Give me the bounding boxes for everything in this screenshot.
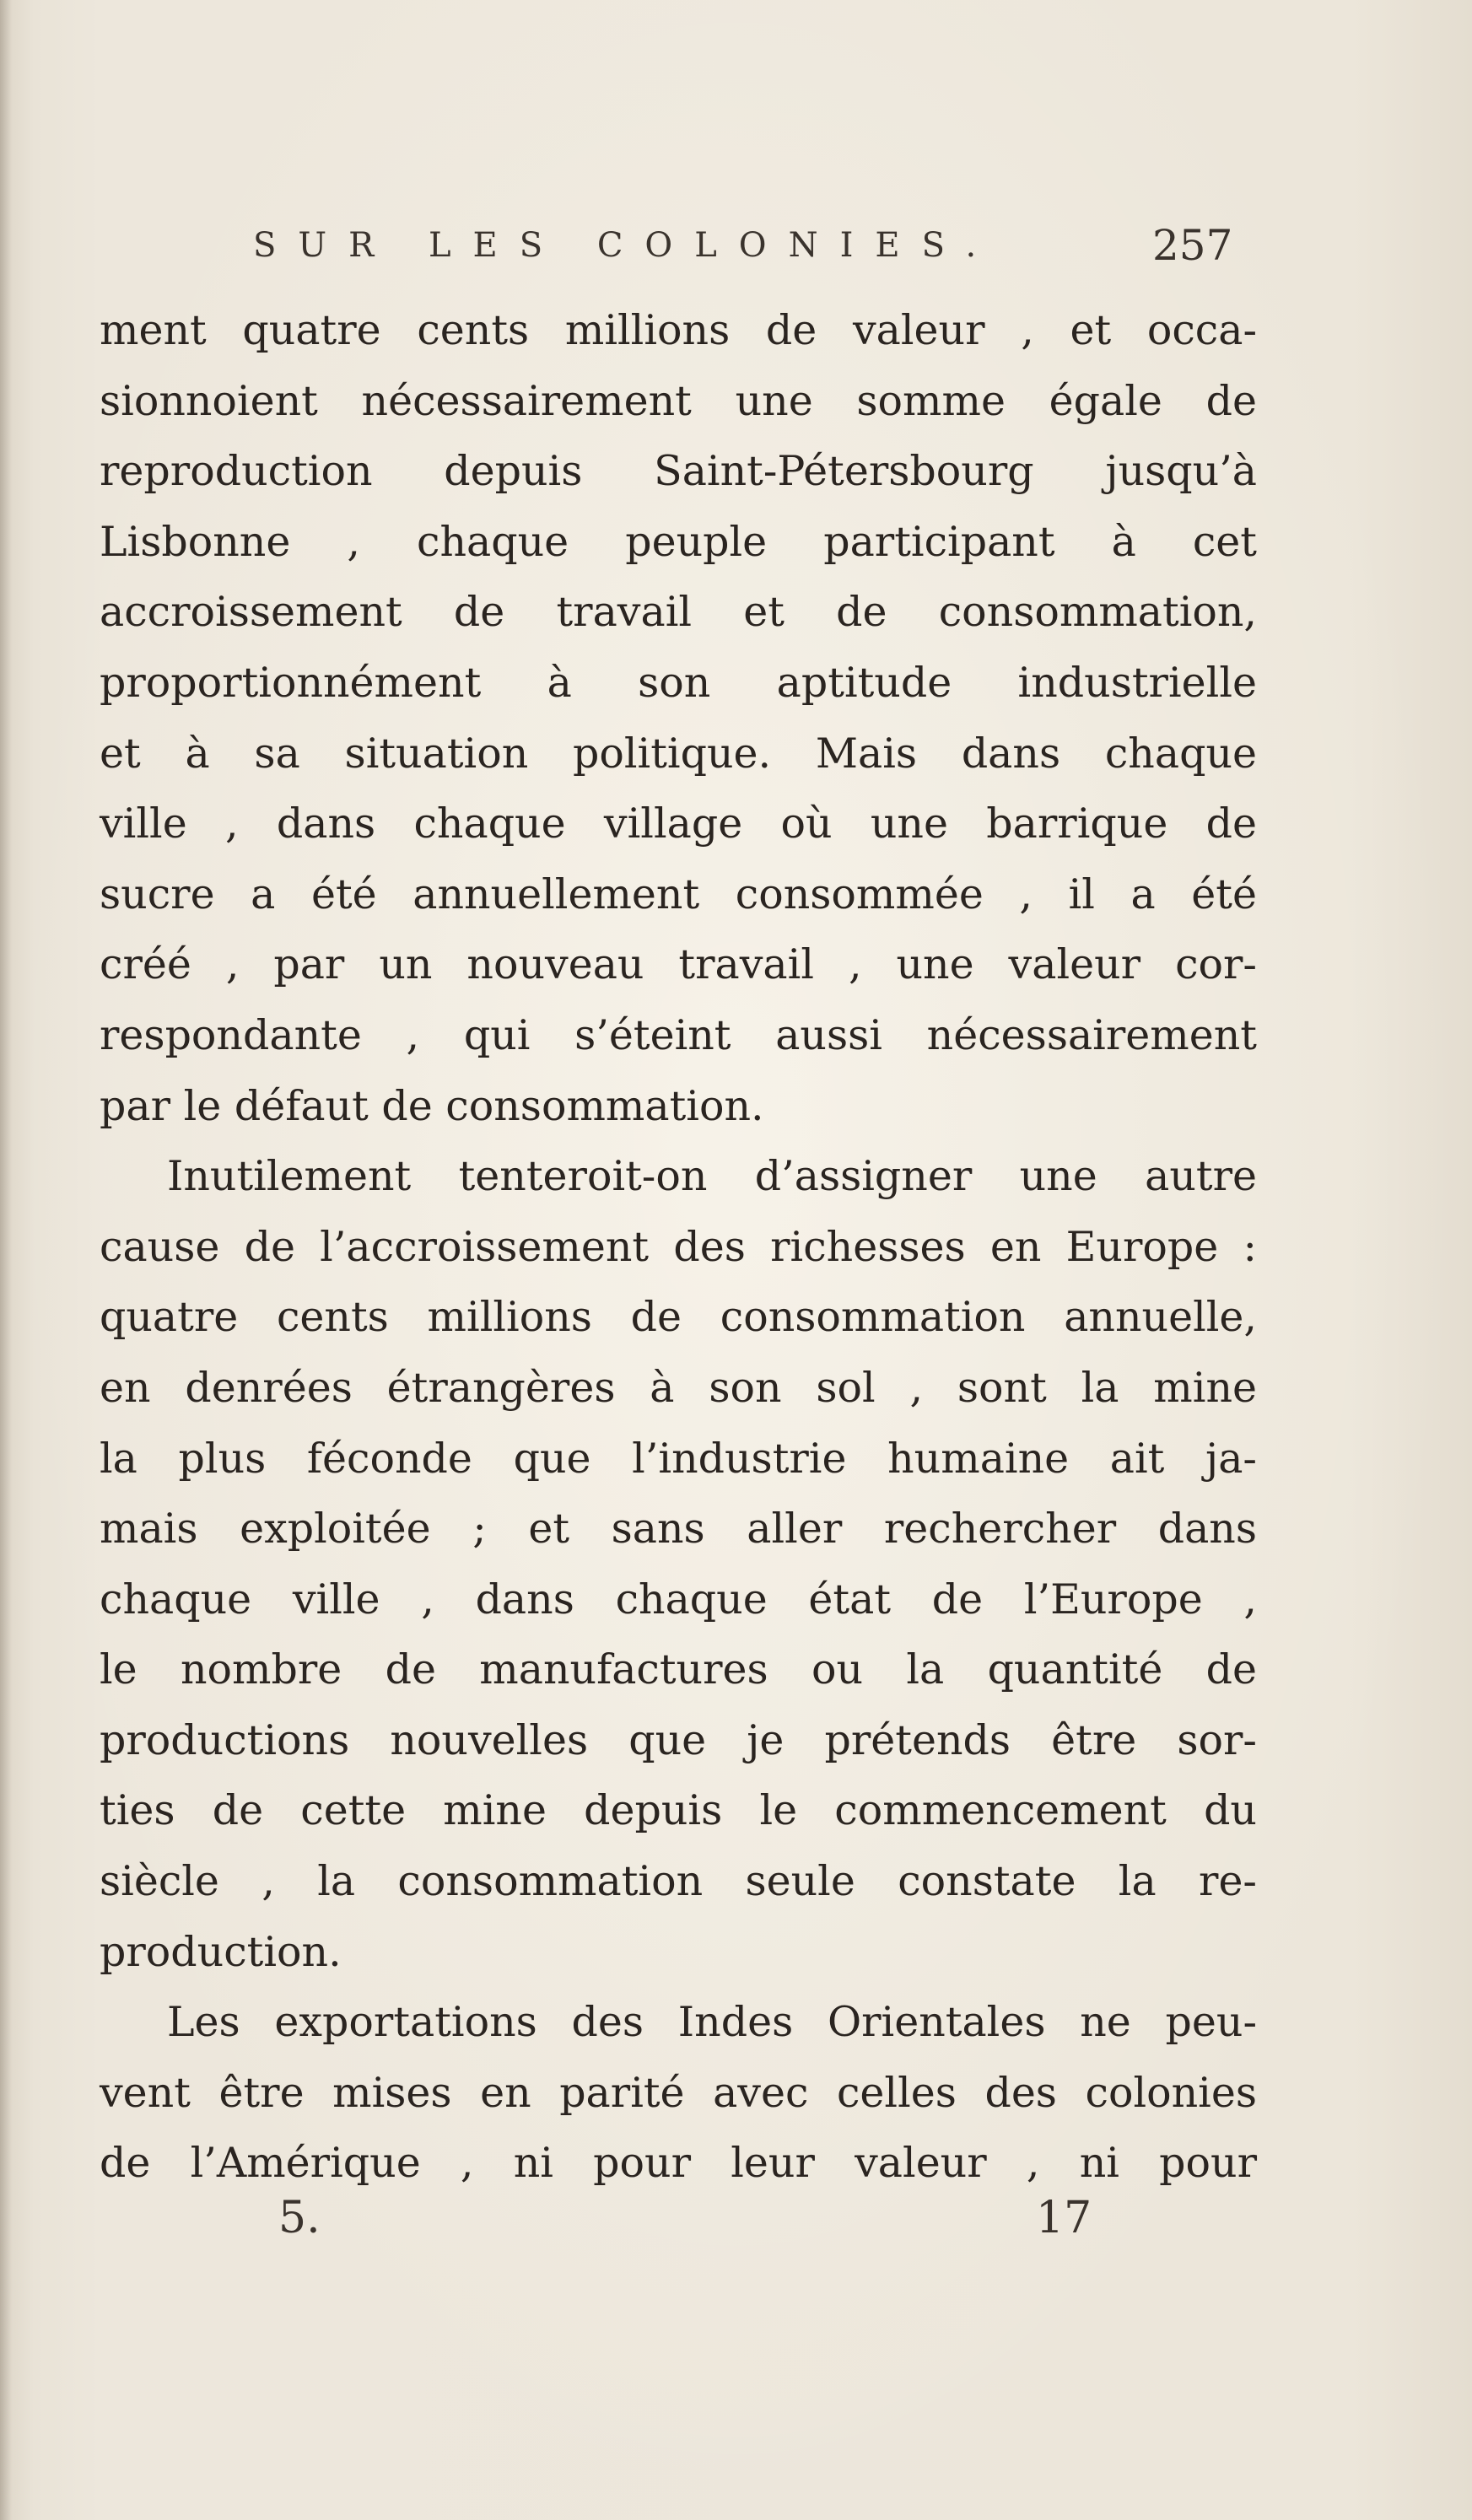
text-line: en denrées étrangères à son sol , sont la mine [100, 1363, 1257, 1412]
text-line: Les exportations des Indes Orientales ne peu- [167, 1998, 1257, 2047]
text-line: ville , dans chaque village où une barrique de [100, 800, 1257, 848]
text-line: créé , par un nouveau travail , une valeur cor- [100, 940, 1257, 989]
text-line: siècle , la consommation seule constate la re- [100, 1857, 1257, 1906]
text-line: le nombre de manufactures ou la quantité de [100, 1645, 1257, 1694]
page-gutter-shadow [0, 0, 12, 2520]
text-line: productions nouvelles que je prétends être sor- [100, 1715, 1257, 1764]
body-text [100, 295, 1257, 2199]
sheet-number: 17 [1036, 2193, 1092, 2243]
text-line: vent être mises en parité avec celles des colonies [100, 2068, 1257, 2117]
text-line: reproduction depuis Saint-Pétersbourg jusqu’à [100, 447, 1257, 496]
text-line: sucre a été annuellement consommée , il a été [100, 870, 1257, 918]
text-line: Lisbonne , chaque peuple participant à cet [100, 517, 1257, 566]
text-line: proportionnément à son aptitude industrielle [100, 658, 1257, 707]
text-line: et à sa situation politique. Mais dans chaque [100, 729, 1257, 778]
text-line: Inutilement tenteroit-on d’assigner une autre [167, 1152, 1257, 1201]
running-head: SUR LES COLONIES. [253, 226, 999, 265]
text-line: mais exploitée ; et sans aller rechercher dans [100, 1505, 1257, 1553]
text-line: quatre cents millions de consommation annuelle, [100, 1293, 1257, 1342]
page-number: 257 [1152, 221, 1233, 270]
text-line: la plus féconde que l’industrie humaine ait ja- [100, 1434, 1257, 1483]
text-line: respondante , qui s’éteint aussi nécessairement [100, 1010, 1257, 1059]
text-line: cause de l’accroissement des richesses en Europe : [100, 1222, 1257, 1271]
text-line: de l’Amérique , ni pour leur valeur , ni pour [100, 2139, 1257, 2188]
text-line: chaque ville , dans chaque état de l’Europe , [100, 1575, 1257, 1623]
text-line: ties de cette mine depuis le commencement du [100, 1786, 1257, 1835]
text-line: par le défaut de consommation. [100, 1081, 764, 1130]
text-line: accroissement de travail et de consommation, [100, 588, 1257, 637]
text-line: sionnoient nécessairement une somme égale de [100, 376, 1257, 425]
text-line: ment quatre cents millions de valeur , et occa- [100, 306, 1257, 354]
text-line: production. [100, 1927, 342, 1976]
signature-mark: 5. [278, 2193, 321, 2243]
